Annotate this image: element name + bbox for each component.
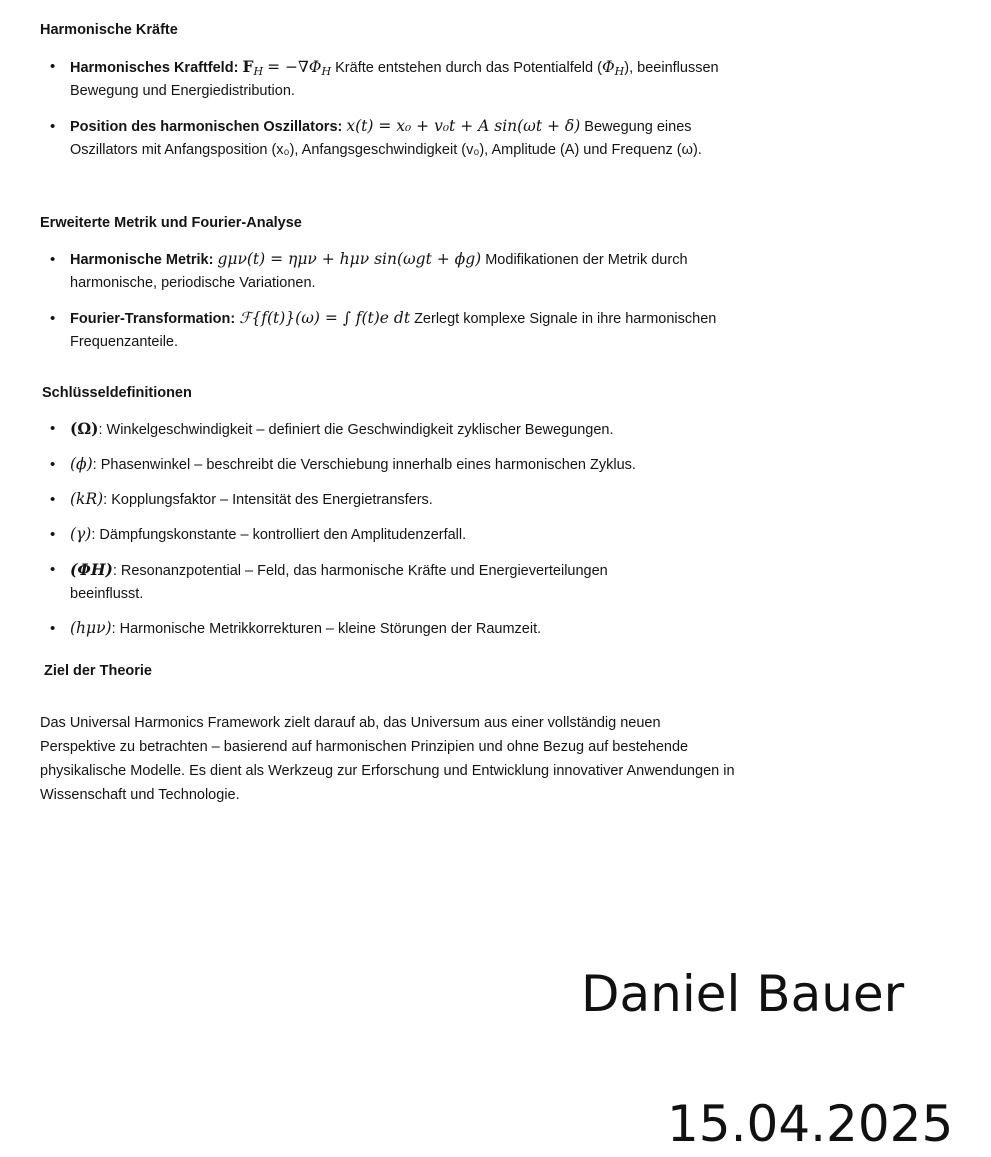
definition-symbol: (Ω) [70,419,99,438]
list-item [40,617,740,641]
list-definitionen [40,417,740,641]
signature-name: Daniel Bauer [581,965,905,1023]
list-item [40,115,740,162]
list-item [40,523,740,547]
definition-symbol: (kR) [70,490,104,508]
item-label: Position des harmonischen Oszillators: [70,119,343,135]
formula-rhs: = −∇Φ [267,58,322,76]
item-text: Modifikationen der Metrik durch harmonische, periodische Variationen. [70,252,688,291]
list-item: • Harmonisches Kraftfeld: $F_H = -\nabla\Phi_H$ Kräfte entstehen durch das Potentialfeld $(\Phi_H)$, beeinflussen Bewegung und Energiedistribution. [40,55,740,103]
list-item [40,558,680,606]
signature-date: 15.04.2025 [667,1095,954,1153]
list-metrik [40,248,740,354]
formula: x(t) = x₀ + v₀t + A sin(ωt + δ) [346,117,581,135]
definition-text: : Winkelgeschwindigkeit – definiert die Geschwindigkeit zyklischer Bewegungen. [98,422,614,438]
item-text: Zerlegt komplexe Signale in ihre harmonischen Frequenzanteile. [70,311,717,350]
definition-text: : Phasenwinkel – beschreibt die Verschiebung innerhalb eines harmonischen Zyklus. [92,457,636,473]
section-heading-harmonische-kraefte: Harmonische Kräfte [40,22,178,38]
definition-symbol: (ΦH) [70,560,113,579]
item-label: Harmonische Metrik: [70,252,214,268]
item-text-b: ), beeinflussen Bewegung und Energiedistribution. [70,60,719,99]
section-heading-ziel: Ziel der Theorie [44,663,152,679]
definition-symbol: (hμν) [70,619,112,637]
definition-text: : Resonanzpotential – Feld, das harmonische Kräfte und Energieverteilungen beeinflusst. [70,563,608,602]
list-item [40,488,740,512]
definition-symbol: (ϕ) [70,455,93,473]
section-heading-metrik: Erweiterte Metrik und Fourier-Analyse [40,215,302,231]
list-item [40,307,740,354]
item-text: Bewegung eines Oszillators mit Anfangsposition (x₀), Anfangsgeschwindigkeit (v₀), Amplitude (A) und Frequenz (ω). [70,119,702,158]
definition-symbol: (γ) [70,525,92,543]
item-label: Fourier-Transformation: [70,311,236,327]
list-item [40,417,740,442]
definition-text: : Harmonische Metrikkorrekturen – kleine Störungen der Raumzeit. [111,621,542,637]
ziel-paragraph: Das Universal Harmonics Framework zielt darauf ab, das Universum aus einer vollständig neuen Perspektive zu betrachten – basierend auf harmonischen Prinzipien und ohne Bezug auf bestehende physikalische Modelle. Es dient als Werkzeug zur Erforschung und Entwicklung innovativer Anwendungen in Wissenschaft und Technologie. [40,715,735,803]
formula-lhs: F [242,57,254,76]
section-heading-definitionen: Schlüsseldefinitionen [42,385,192,401]
item-text: Kräfte entstehen durch das Potentialfeld ( [331,60,602,76]
list-item [40,453,740,477]
formula: gμν(t) = ημν + hμν sin(ωgt + ϕg) [217,250,482,268]
definition-text: : Kopplungsfaktor – Intensität des Energietransfers. [103,492,433,508]
definition-text: : Dämpfungskonstante – kontrolliert den Amplitudenzerfall. [91,527,467,543]
list-item [40,248,740,295]
list-harmonische-kraefte [40,55,740,162]
formula: ℱ{f(t)}(ω) = ∫ f(t)e dt [239,309,411,327]
item-label: Harmonisches Kraftfeld: [70,60,239,76]
